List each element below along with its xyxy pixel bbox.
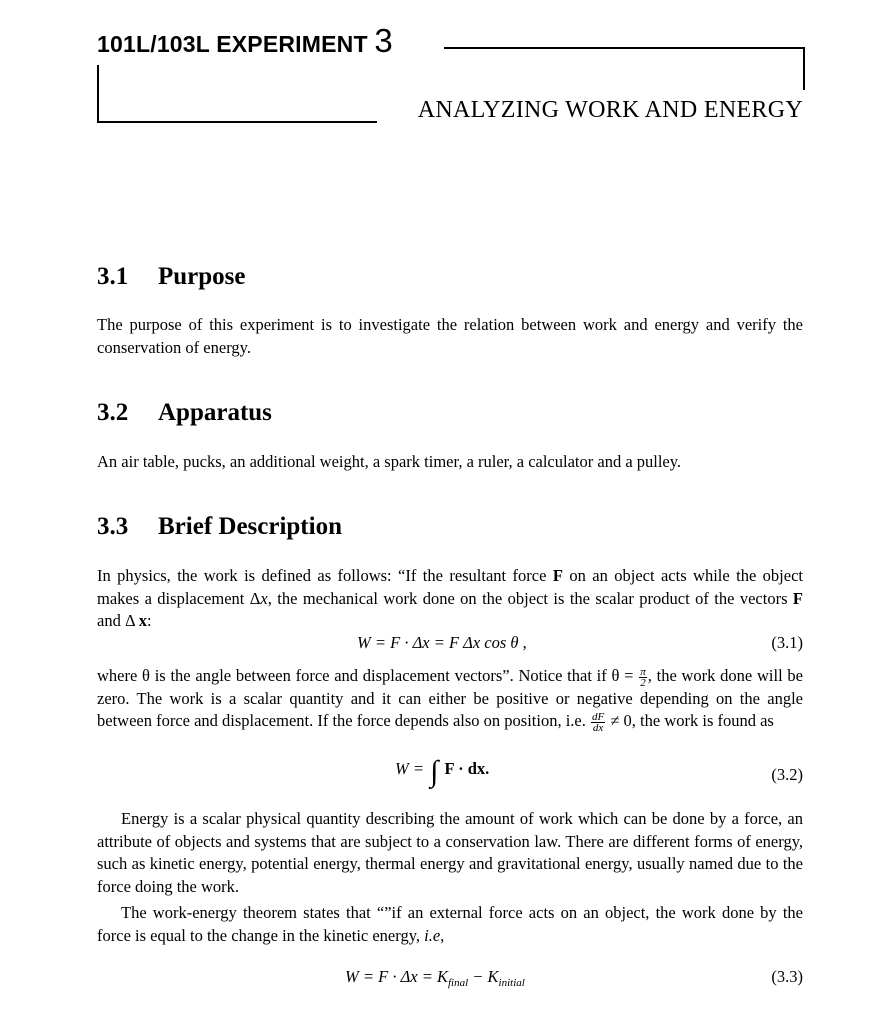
- text-run: :: [147, 611, 152, 630]
- fraction-denominator: dx: [592, 721, 604, 734]
- section-title: Purpose: [158, 263, 246, 290]
- energy-paragraph: Energy is a scalar physical quantity describing the amount of work which can be done by a force, an attribute of objects and systems that are subject to a conservation law. There are different forms of energy, such as kinetic energy, potential energy, thermal energy and gravitational energy, usually named due to the force doing the work.: [97, 809, 803, 896]
- text-run: ≠ 0, the work is found as: [606, 711, 774, 731]
- header-rule-bottom: [97, 121, 377, 123]
- equation-body: [345, 966, 525, 994]
- text-run: , the work done will be zero. The work is a scalar quantity and it can either be positive or negative depending on the angle between force and displacement. If the force depends also on position, i.e.: [97, 666, 803, 731]
- section-heading-apparatus: [97, 399, 272, 427]
- text-run: and Δ: [97, 611, 139, 630]
- header-rule-left: [97, 65, 99, 123]
- section-title: Brief Description: [158, 513, 342, 540]
- section-number: 3.1: [97, 263, 129, 290]
- chapter-header: [97, 22, 393, 60]
- experiment-number: 3: [374, 22, 393, 59]
- header-rule-right: [803, 47, 805, 90]
- equation-text: − K: [468, 967, 499, 986]
- section-title: Apparatus: [158, 399, 272, 426]
- text-run: x: [260, 588, 268, 608]
- fraction-numerator: π: [640, 665, 646, 678]
- text-run: In physics, the work is defined as follows: “If the resultant force: [97, 566, 553, 585]
- fraction-numerator: dF: [592, 710, 605, 723]
- text-run: , the mechanical work done on the object is the scalar product of the vectors: [267, 588, 793, 608]
- integral-sign: ∫: [430, 755, 439, 788]
- course-label: 101L/103L EXPERIMENT: [97, 31, 368, 57]
- text-run: x: [138, 611, 148, 630]
- equation-rhs: F · dx.: [444, 759, 490, 778]
- text-run: The work-energy theorem states that “”if an external force acts on an object, the work done by the force is equal to the change in the kinetic energy,: [97, 903, 803, 945]
- subscript: initial: [498, 977, 525, 989]
- text-run: where θ is the angle between force and displacement vectors”. Notice that if θ =: [97, 666, 639, 685]
- equation-number: (3.2): [771, 765, 803, 784]
- apparatus-paragraph: An air table, pucks, an additional weight, a spark timer, a ruler, a calculator and a pulley.: [97, 452, 682, 471]
- text-run: i.e: [424, 925, 441, 945]
- work-energy-theorem-paragraph: [97, 902, 803, 947]
- equation-text: W = F · Δx = K: [345, 967, 448, 986]
- equation-body: [395, 755, 490, 788]
- text-run: F: [792, 588, 803, 608]
- text-run: F: [552, 566, 563, 585]
- chapter-title: ANALYZING WORK AND ENERGY: [417, 97, 803, 123]
- header-rule-top: [444, 47, 805, 49]
- equation-number: (3.1): [771, 633, 803, 652]
- work-definition-paragraph: [97, 565, 803, 633]
- angle-paragraph: [97, 665, 803, 733]
- fraction-pi-over-2: [639, 667, 647, 688]
- equation-number: (3.3): [771, 967, 803, 986]
- purpose-paragraph: The purpose of this experiment is to investigate the relation between work and energy and verify the conservation of energy.: [97, 315, 803, 357]
- subscript: final: [447, 977, 469, 989]
- section-number: 3.3: [97, 513, 129, 540]
- fraction-denominator: 2: [640, 676, 646, 689]
- fraction-dF-dx: [591, 712, 605, 733]
- equation-body: W = F · Δx = F Δx cos θ ,: [357, 633, 527, 652]
- text-run: on an object acts while the object makes a displacement Δ: [97, 566, 803, 608]
- equation-lhs: W =: [395, 759, 425, 778]
- section-number: 3.2: [97, 399, 129, 426]
- section-heading-description: [97, 513, 342, 541]
- text-run: ,: [440, 925, 445, 945]
- section-heading-purpose: [97, 263, 246, 291]
